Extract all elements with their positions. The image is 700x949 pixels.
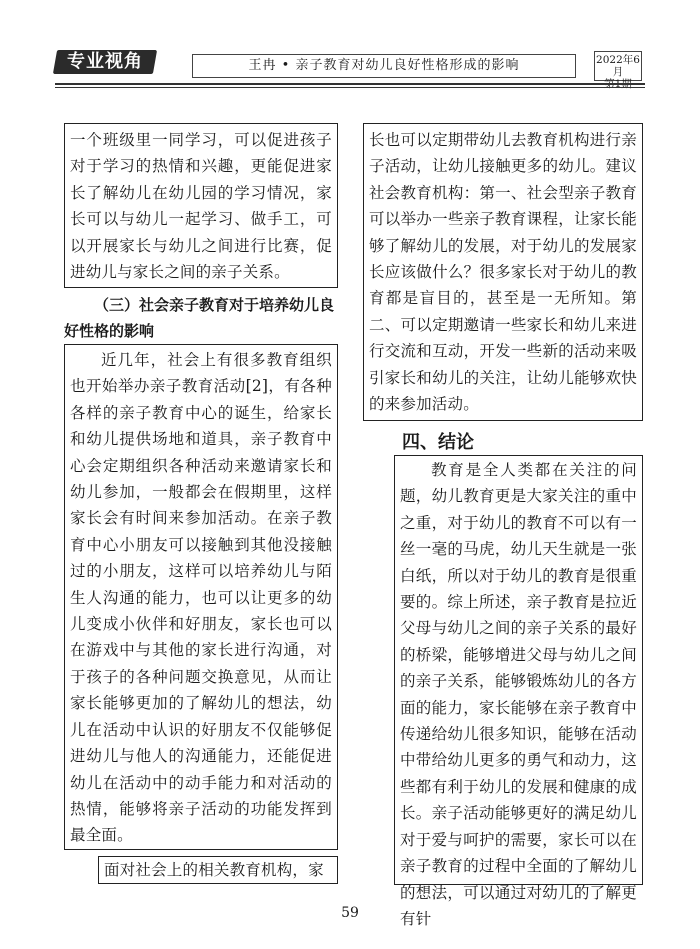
left-paragraph-1: 一个班级里一同学习，可以促进孩子对于学习的热情和兴趣，更能促进家长了解幼儿在幼儿园的学习情况，家长可以与幼儿一起学习、做手工，可以开展家长与幼儿之间进行比赛，促进幼儿与家长之间的亲子关系。 xyxy=(70,131,332,282)
issue-date: 2022年6月 xyxy=(596,54,640,78)
left-paragraph-3: 面对社会上的相关教育机构，家 xyxy=(104,861,324,879)
issue-number: 第1期 xyxy=(604,78,632,90)
running-title: 王冉 • 亲子教育对幼儿良好性格形成的影响 xyxy=(192,54,576,78)
header-rule-thin xyxy=(55,87,645,88)
column-logo xyxy=(53,50,157,74)
subheading: （三）社会亲子教育对于培养幼儿良好性格的影响 xyxy=(64,296,335,340)
section-title: 四、结论 xyxy=(402,432,474,453)
left-paragraph-2: 近几年，社会上有很多教育组织也开始举办亲子教育活动[2]，有各种各样的亲子教育中心的诞生，给家长和幼儿提供场地和道具，亲子教育中心会定期组织各种活动来邀请家长和幼儿参加，一般都会在假期里，这样家长会有时间来参加活动。在亲子教育中心小朋友可以接触到其他没接触过的小朋友，这样可以培养幼儿与陌生人沟通的能力，也可以让更多的幼儿变成小伙伴和好朋友，家长也可以在游戏中与其他的家长进行沟通，对于孩子的各种问题交换意见，从而让家长能够更加的了解幼儿的想法，幼儿在活动中认识的好朋友不仅能够促进幼儿与他人的沟通能力，还能促进幼儿在活动中的动手能力和对活动的热情，能够将亲子活动的功能发挥到最全面。 xyxy=(70,351,332,845)
column-logo-text: 专业视角 xyxy=(67,51,143,72)
right-paragraph-2: 教育是全人类都在关注的问题，幼儿教育更是大家关注的重中之重，对于幼儿的教育不可以有一丝一毫的马虎，幼儿天生就是一张白纸，所以对于幼儿的教育是很重要的。综上所述，亲子教育是拉近父母与幼儿之间的亲子关系的最好的桥梁，能够增进父母与幼儿之间的亲子关系，能够锻炼幼儿的各方面的能力，家长能够在亲子教育中传递给幼儿很多知识，能够在活动中带给幼儿更多的勇气和动力，这些都有利于幼儿的发展和健康的成长。亲子活动能够更好的满足幼儿对于爱与呵护的需要，家长可以在亲子教育的过程中全面的了解幼儿的想法，可以通过对幼儿的了解更有针 xyxy=(400,461,637,928)
right-paragraph-1: 长也可以定期带幼儿去教育机构进行亲子活动，让幼儿接触更多的幼儿。建议社会教育机构：第一、社会型亲子教育可以举办一些亲子教育课程，让家长能够了解幼儿的发展，对于幼儿的发展家长应该做什么？很多家长对于幼儿的教育都是盲目的，甚至是一无所知。第二、可以定期邀请一些家长和幼儿来进行交流和互动，开发一些新的活动来吸引家长和幼儿的关注，让幼儿能够欢快的来参加活动。 xyxy=(369,131,637,414)
header-rule xyxy=(55,83,645,85)
issue-box xyxy=(594,51,642,90)
page-number: 59 xyxy=(341,905,359,921)
